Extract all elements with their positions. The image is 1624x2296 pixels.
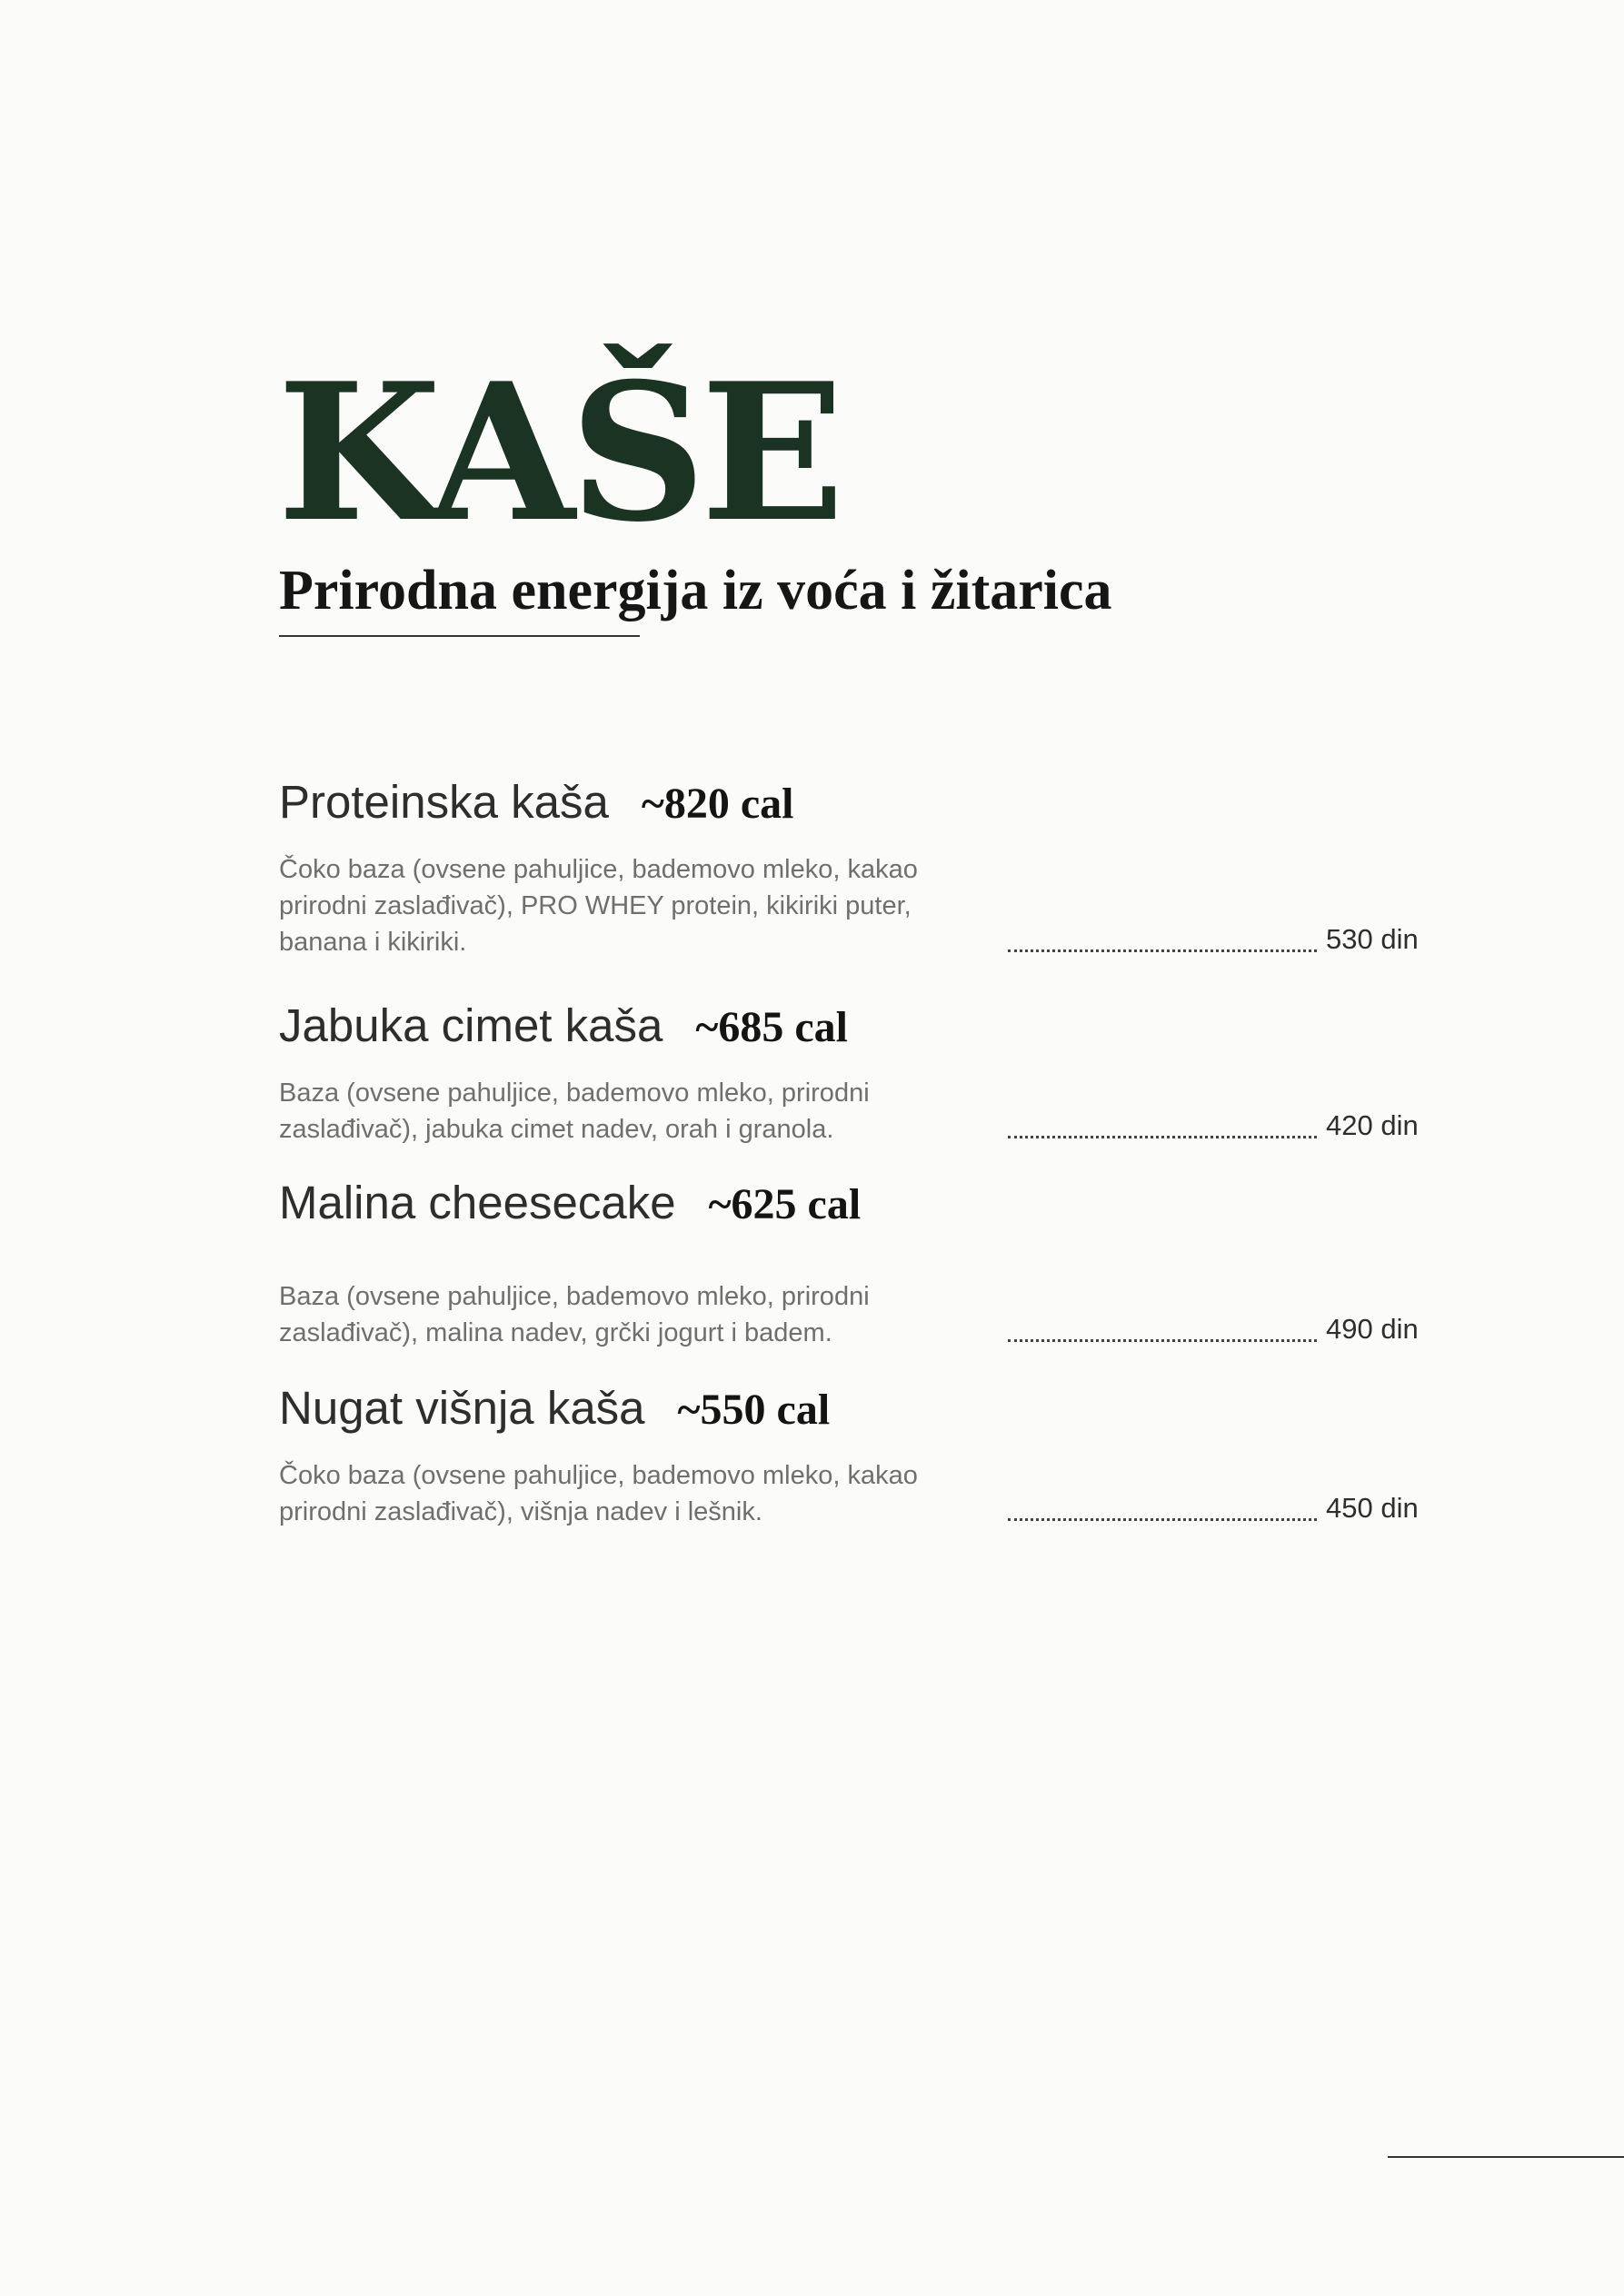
menu-item-name: Malina cheesecake [279, 1177, 676, 1228]
dotted-leader [1008, 1339, 1317, 1342]
dotted-leader [1008, 1518, 1317, 1521]
menu-item-header [279, 775, 793, 829]
menu-item-description [279, 1278, 1024, 1351]
menu-item-header [279, 1381, 830, 1435]
subtitle-underline [279, 635, 640, 637]
menu-item-price: 450 din [1326, 1492, 1419, 1524]
menu-item-description [279, 1075, 1024, 1148]
description-line: prirodni zaslađivač), PRO WHEY protein, kikiriki puter, [279, 891, 912, 920]
menu-item-calories: ~820 cal [641, 780, 794, 828]
description-line: zaslađivač), jabuka cimet nadev, orah i granola. [279, 1115, 834, 1144]
menu-item-name: Jabuka cimet kaša [279, 999, 663, 1051]
menu-item-description [279, 851, 1024, 960]
description-line: Čoko baza (ovsene pahuljice, bademovo mleko, kakao [279, 1461, 918, 1490]
menu-item-calories: ~625 cal [708, 1180, 862, 1228]
menu-item-calories: ~685 cal [695, 1003, 848, 1051]
menu-item-description [279, 1457, 1024, 1530]
description-line: Čoko baza (ovsene pahuljice, bademovo mleko, kakao [279, 855, 918, 884]
description-line: Baza (ovsene pahuljice, bademovo mleko, prirodni [279, 1078, 870, 1108]
menu-item-calories: ~550 cal [677, 1386, 831, 1434]
description-line: prirodni zaslađivač), višnja nadev i lešnik. [279, 1497, 762, 1526]
page-title: KAŠE [277, 343, 840, 564]
menu-item-price: 530 din [1326, 923, 1419, 955]
menu-item-header [279, 1176, 861, 1229]
menu-item-price: 490 din [1326, 1313, 1419, 1345]
description-line: Baza (ovsene pahuljice, bademovo mleko, prirodni [279, 1282, 870, 1311]
menu-item-name: Nugat višnja kaša [279, 1382, 645, 1434]
dotted-leader [1008, 1136, 1317, 1138]
dotted-leader [1008, 949, 1317, 952]
corner-divider [1388, 2156, 1624, 2158]
menu-item-header [279, 999, 848, 1052]
menu-item-name: Proteinska kaša [279, 776, 609, 828]
page-subtitle: Prirodna energija iz voća i žitarica [279, 560, 1112, 621]
menu-item-price: 420 din [1326, 1109, 1419, 1141]
description-line: zaslađivač), malina nadev, grčki jogurt i badem. [279, 1318, 832, 1347]
description-line: banana i kikiriki. [279, 928, 467, 957]
